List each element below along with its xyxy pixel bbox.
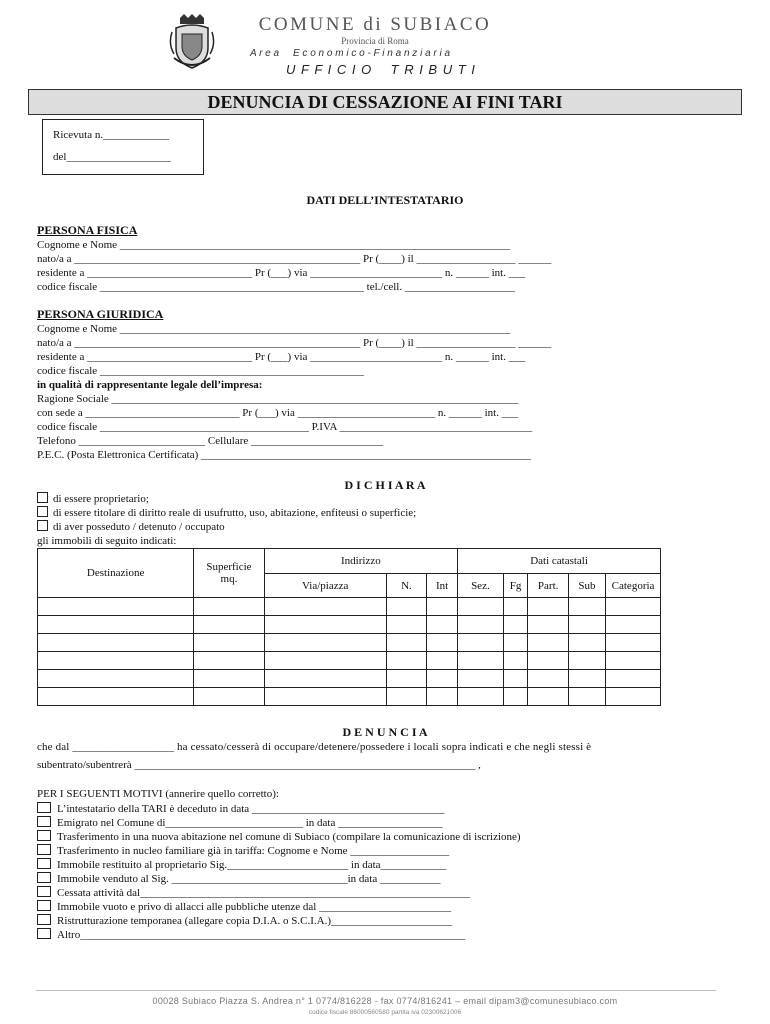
provincia-label: Provincia di Roma [341,36,409,46]
motivo-immobile-restituito[interactable] [37,858,447,872]
dichiara-option-posseduto[interactable] [37,520,225,534]
col-sez: Sez. [458,574,504,598]
receipt-date: del___________________ [53,151,171,163]
checkbox-icon[interactable] [37,816,51,827]
table-row[interactable] [38,688,661,706]
checkbox-icon[interactable] [37,886,51,897]
denuncia-text-1[interactable]: che dal __________________ ha cessato/cesserà di occupare/detenere/possedere i locali sopra indicati e che negli stessi è [37,741,592,753]
col-sub: Sub [568,574,605,598]
option-label: di essere proprietario; [53,493,149,505]
pf-line-nato[interactable]: nato/a a ____________________________________________________ Pr (____) il __________________ ______ [37,253,552,265]
motivo-emigrato[interactable] [37,816,443,830]
motivo-label: Immobile vuoto e privo di allacci alle pubbliche utenze dal ________________________ [57,901,452,913]
coat-of-arms-logo [168,14,216,72]
pg-line-sede[interactable]: con sede a ____________________________ Pr (___) via _________________________ n. ______ int. ___ [37,407,519,419]
pg-line-nato[interactable]: nato/a a ____________________________________________________ Pr (____) il __________________ ______ [37,337,552,349]
col-int: Int [427,574,458,598]
seguito-label: gli immobili di seguito indicati: [37,535,177,547]
motivo-trasferimento-abitazione[interactable] [37,830,521,844]
dichiara-option-titolare[interactable] [37,506,416,520]
checkbox-icon[interactable] [37,858,51,869]
pg-line-ragione-sociale[interactable]: Ragione Sociale __________________________________________________________________________ [37,393,519,405]
pf-line-codice-fiscale[interactable]: codice fiscale ________________________________________________ tel./cell. ____________________ [37,281,515,293]
table-row[interactable] [38,634,661,652]
receipt-box [42,119,204,175]
motivo-label: Cessata attività dal____________________________________________________________ [57,887,471,899]
ufficio-label: U F F I C I O T R I B U T I [286,62,476,77]
footer-address: 00028 Subiaco Piazza S. Andrea n° 1 0774/816228 - fax 0774/816241 – email dipam3@comunesubiaco.com [152,996,618,1006]
option-label: di essere titolare di diritto reale di usufrutto, uso, abitazione, enfiteusi o superficie; [53,507,417,519]
checkbox-icon[interactable] [37,872,51,883]
checkbox-icon[interactable] [37,506,48,517]
pg-line-piva[interactable]: codice fiscale ______________________________________ P.IVA ___________________________________ [37,421,533,433]
motivo-label: Immobile restituito al proprietario Sig.______________________ in data____________ [57,859,447,871]
receipt-number: Ricevuta n.____________ [53,129,170,141]
area-label: A r e a E c o n o m i c o - F i n a n z i a r i a [250,48,451,59]
motivo-cessata-attivita[interactable] [37,886,470,900]
col-indirizzo: Indirizzo [264,549,458,574]
document-title: DENUNCIA DI CESSAZIONE AI FINI TARI [28,89,742,115]
checkbox-icon[interactable] [37,492,48,503]
motivi-heading: PER I SEGUENTI MOTIVI (annerire quello corretto): [37,788,279,800]
motivo-altro[interactable] [37,928,465,942]
checkbox-icon[interactable] [37,900,51,911]
pg-line-pec[interactable]: P.E.C. (Posta Elettronica Certificata) ____________________________________________________________ [37,449,532,461]
col-categoria: Categoria [606,574,661,598]
pg-qualita-label: in qualità di rappresentante legale dell’impresa: [37,379,263,391]
motivo-trasferimento-nucleo[interactable] [37,844,449,858]
motivo-immobile-vuoto[interactable] [37,900,451,914]
pg-line-residente[interactable]: residente a ______________________________ Pr (___) via ________________________ n. ______ int. ___ [37,351,526,363]
pg-line-telefono[interactable]: Telefono _______________________ Cellulare ________________________ [37,435,384,447]
checkbox-icon[interactable] [37,914,51,925]
col-superficie: Superficie mq. [194,549,264,598]
section-intestatario: DATI DELL’INTESTATARIO [306,193,464,207]
motivo-label: Altro______________________________________________________________________ [57,929,466,941]
persona-fisica-heading: PERSONA FISICA [37,223,138,237]
footer-divider [36,990,716,991]
motivo-label: Trasferimento in una nuova abitazione nel comune di Subiaco (compilare la comunicazione di iscrizione) [57,831,521,843]
motivo-label: Immobile venduto al Sig. ________________________________in data ___________ [57,873,441,885]
col-numero: N. [386,574,426,598]
option-label: di aver posseduto / detenuto / occupato [53,521,225,533]
denuncia-heading: D E N U N C I A [342,725,428,739]
pf-line-cognome[interactable]: Cognome e Nome _______________________________________________________________________ [37,239,511,251]
col-dati-catastali: Dati catastali [458,549,661,574]
dichiara-option-proprietario[interactable] [37,492,149,506]
col-part: Part. [528,574,568,598]
checkbox-icon[interactable] [37,844,51,855]
pg-line-codice-fiscale[interactable]: codice fiscale ________________________________________________ [37,365,364,377]
col-via-piazza: Via/piazza [264,574,386,598]
checkbox-icon[interactable] [37,802,51,813]
motivo-label: Emigrato nel Comune di_________________________ in data ___________________ [57,817,443,829]
dichiara-heading: D I C H I A R A [344,478,426,492]
table-row[interactable] [38,598,661,616]
motivo-deceduto[interactable] [37,802,444,816]
table-row[interactable] [38,652,661,670]
footer-fiscal: codice fiscale 86000560580 partita iva 02300621006 [308,1009,462,1016]
table-row[interactable] [38,616,661,634]
checkbox-icon[interactable] [37,928,51,939]
denuncia-text-2[interactable]: subentrato/subentrerà ______________________________________________________________ , [37,759,481,771]
pf-line-residente[interactable]: residente a ______________________________ Pr (___) via ________________________ n. ______ int. ___ [37,267,526,279]
comune-title: COMUNE di SUBIACO [258,14,492,35]
table-row[interactable] [38,670,661,688]
motivo-label: L’intestatario della TARI è deceduto in data ___________________________________ [57,803,445,815]
motivo-ristrutturazione[interactable] [37,914,452,928]
motivo-immobile-venduto[interactable] [37,872,440,886]
motivo-label: Ristrutturazione temporanea (allegare copia D.I.A. o S.C.I.A.)______________________ [57,915,452,927]
col-fg: Fg [503,574,528,598]
persona-giuridica-heading: PERSONA GIURIDICA [37,307,164,321]
checkbox-icon[interactable] [37,520,48,531]
checkbox-icon[interactable] [37,830,51,841]
col-destinazione: Destinazione [38,549,194,598]
pg-line-cognome[interactable]: Cognome e Nome _______________________________________________________________________ [37,323,511,335]
motivo-label: Trasferimento in nucleo familiare già in tariffa: Cognome e Nome __________________ [57,845,450,857]
immobili-table [37,548,661,706]
